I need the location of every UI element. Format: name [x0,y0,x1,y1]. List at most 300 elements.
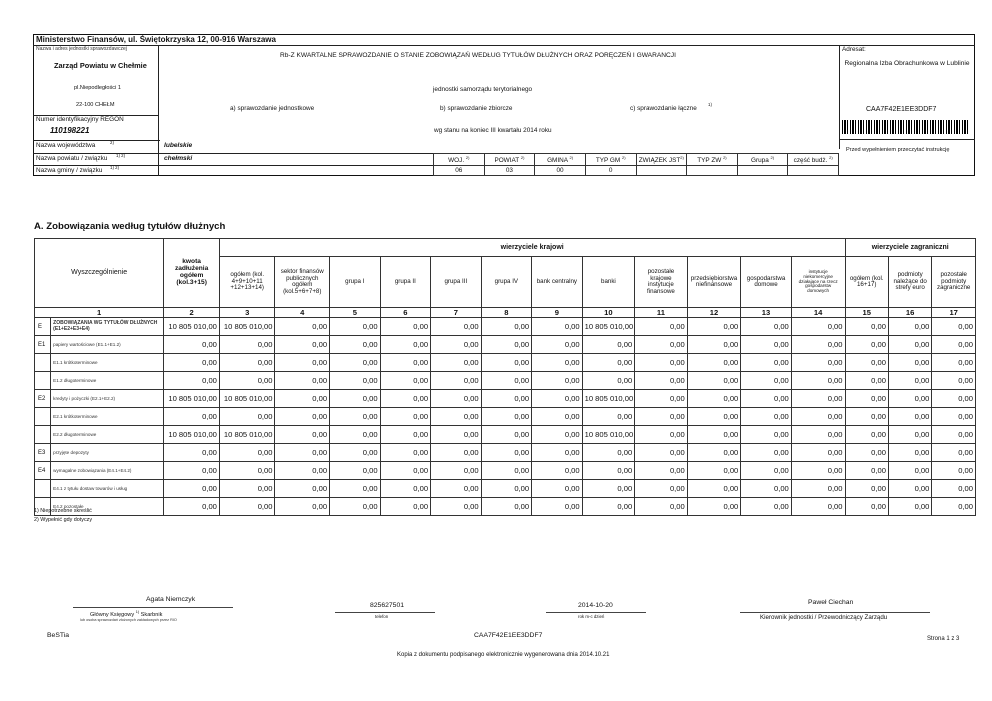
code-label-typzw: TYP ZW [697,157,722,165]
table-cell: 0,00 [845,480,888,498]
woj-sup: 2) [110,140,114,145]
table-cell: 0,00 [932,462,976,480]
table-cell: 0,00 [791,426,845,444]
row-code: E2 [35,390,51,408]
row-label: E4.2 pozostałe [51,498,164,516]
col-number: 3 [219,308,275,318]
table-row [35,372,976,390]
table-cell: 0,00 [481,498,532,516]
code-value-czesc [788,166,839,176]
table-cell: 0,00 [481,372,532,390]
table-cell: 0,00 [330,444,381,462]
table-cell: 0,00 [330,426,381,444]
table-cell: 0,00 [380,336,431,354]
table-cell: 0,00 [845,462,888,480]
col-header-2: kwota zadłużenia ogółem (kol.3+15) [164,239,220,308]
col-number: 10 [582,308,635,318]
table-cell: 0,00 [275,336,330,354]
table-cell: 0,00 [741,462,792,480]
table-row [35,480,976,498]
col-header-16: podmioty należące do strefy euro [888,257,931,308]
code-value-gmina: 00 [535,166,586,176]
row-code [35,426,51,444]
code-label-typgm: TYP GM [595,157,621,165]
row-label: ZOBOWIĄZANIA WG TYTUŁÓW DŁUŻNYCH (E1+E2+E3+E4) [51,318,164,336]
table-cell: 0,00 [431,354,482,372]
table-cell: 0,00 [687,444,741,462]
table-cell: 0,00 [330,462,381,480]
code-value-powiat: 03 [484,166,535,176]
table-cell: 0,00 [481,336,532,354]
table-row [35,498,976,516]
table-cell: 0,00 [635,390,688,408]
table-cell: 0,00 [582,354,635,372]
table-cell: 0,00 [330,498,381,516]
row-label: E1.1 krótkoterminowe [51,354,164,372]
table-cell: 0,00 [791,498,845,516]
woj-label: Nazwa województwa [36,142,96,149]
powiat-sup: 1) 2) [116,153,126,158]
col-number: 11 [635,308,688,318]
col-header-8: grupa IV [481,257,532,308]
table-cell: 0,00 [275,318,330,336]
table-cell: 0,00 [275,462,330,480]
col-header-10: banki [582,257,635,308]
option-c: c) sprawozdanie łączne [630,105,697,112]
col-number: 4 [275,308,330,318]
code-value-grupa [737,166,788,176]
col-number: 2 [164,308,220,318]
table-cell: 0,00 [275,444,330,462]
table-cell: 0,00 [635,498,688,516]
table-cell: 0,00 [635,318,688,336]
col-header-14: instytucje niekomercyjne działające na rzecz gospodarstw domowych [791,257,845,308]
table-cell: 0,00 [219,480,275,498]
table-cell: 0,00 [888,390,931,408]
table-cell: 0,00 [932,480,976,498]
table-cell: 0,00 [380,318,431,336]
table-cell: 0,00 [582,462,635,480]
table-cell: 0,00 [431,408,482,426]
row-code [35,372,51,390]
table-cell: 0,00 [481,408,532,426]
col-number: 16 [888,308,931,318]
col-number: 1 [35,308,164,318]
col-header-9: bank centralny [532,257,583,308]
section-title: A. Zobowiązania według tytułów dłużnych [34,221,226,232]
table-cell: 0,00 [164,498,220,516]
table-cell: 0,00 [687,426,741,444]
table-cell: 10 805 010,00 [164,318,220,336]
table-cell: 0,00 [275,372,330,390]
col-number: 7 [431,308,482,318]
table-cell: 0,00 [219,444,275,462]
table-cell: 0,00 [219,408,275,426]
col-number: 5 [330,308,381,318]
table-cell: 0,00 [380,444,431,462]
table-cell: 0,00 [532,480,583,498]
table-cell: 0,00 [932,372,976,390]
col-header-17: pozostałe podmioty zagraniczne [932,257,976,308]
accountant-role: Główny Księgowy $^{1)}$ Skarbnik [90,610,163,618]
table-cell: 0,00 [275,390,330,408]
table-cell: 0,00 [635,480,688,498]
footnote-1: 1) Niepotrzebne skreślić [34,508,92,514]
table-row [35,318,976,336]
table-cell: 0,00 [582,408,635,426]
table-cell: 0,00 [791,444,845,462]
table-cell: 0,00 [380,462,431,480]
powiat-label: Nazwa powiatu / związku [36,155,108,162]
table-cell: 0,00 [164,480,220,498]
table-cell: 10 805 010,00 [219,390,275,408]
row-label: E2.2 długoterminowe [51,426,164,444]
table-cell: 0,00 [275,480,330,498]
table-cell: 0,00 [431,336,482,354]
table-cell: 10 805 010,00 [164,390,220,408]
table-cell: 0,00 [791,354,845,372]
date-label: rok m-c dzień [578,614,605,619]
col-header-4: sektor finansów publicznych ogółem (kol.5+6+7+8) [275,257,330,308]
table-cell: 0,00 [741,336,792,354]
row-label: E4.1 z tytułu dostaw towarów i usług [51,480,164,498]
table-cell: 0,00 [932,498,976,516]
table-cell: 0,00 [687,390,741,408]
regon-label: Numer identyfikacyjny REGON [36,116,124,123]
table-cell: 0,00 [431,462,482,480]
table-row [35,462,976,480]
table-cell: 0,00 [687,462,741,480]
page-number: Strona 1 z 3 [927,636,960,642]
table-cell: 0,00 [845,426,888,444]
table-cell: 0,00 [635,426,688,444]
table-cell: 0,00 [741,372,792,390]
row-code [35,408,51,426]
table-cell: 0,00 [330,372,381,390]
table-row [35,426,976,444]
table-cell: 0,00 [888,408,931,426]
woj-value: lubelskie [164,142,193,149]
table-cell: 0,00 [741,498,792,516]
table-row [35,354,976,372]
table-cell: 0,00 [380,372,431,390]
table-cell: 0,00 [330,336,381,354]
table-cell: 0,00 [219,498,275,516]
table-cell: 0,00 [481,462,532,480]
table-cell: 0,00 [932,336,976,354]
table-cell: 0,00 [380,480,431,498]
table-row [35,390,976,408]
table-cell: 0,00 [845,444,888,462]
code-label-gmina: GMINA [547,157,568,165]
ministry-address: Ministerstwo Finansów, ul. Świętokrzyska 12, 00-916 Warszawa [36,35,276,44]
table-cell: 0,00 [932,444,976,462]
table-cell: 0,00 [888,354,931,372]
table-cell: 0,00 [275,426,330,444]
system-name: BeSTia [47,632,70,639]
table-cell: 0,00 [635,462,688,480]
code-label-zwiazek: ZWIĄZEK JST [638,157,681,165]
table-cell: 0,00 [635,336,688,354]
table-cell: 0,00 [582,444,635,462]
table-cell: 10 805 010,00 [164,426,220,444]
addressee-label: Adresat: [842,46,866,53]
code-value-woj: 06 [434,166,485,176]
report-date: 2014-10-20 [578,602,613,609]
table-cell: 0,00 [932,408,976,426]
table-cell: 0,00 [741,426,792,444]
col-header-12: przedsiębiorstwa niefinansowe [687,257,741,308]
table-cell: 0,00 [791,336,845,354]
table-cell: 0,00 [741,444,792,462]
table-cell: 0,00 [431,318,482,336]
table-cell: 0,00 [741,354,792,372]
col-number: 9 [532,308,583,318]
table-cell: 0,00 [741,480,792,498]
powiat-value: chełmski [164,155,193,162]
table-cell: 10 805 010,00 [219,426,275,444]
table-cell: 0,00 [791,408,845,426]
table-cell: 0,00 [532,372,583,390]
table-cell: 0,00 [380,390,431,408]
table-cell: 0,00 [164,444,220,462]
col-number: 14 [791,308,845,318]
instruction-note: Przed wypełnieniem przeczytać instrukcję [846,147,950,153]
code-value-typzw [687,166,738,176]
col-number: 6 [380,308,431,318]
option-a: a) sprawozdanie jednostkowe [230,105,315,112]
table-cell: 0,00 [888,444,931,462]
table-cell: 0,00 [431,390,482,408]
group-krajowi: wierzyciele krajowi [219,239,845,257]
report-subtitle: jednostki samorządu terytorialnego [433,86,533,93]
table-cell: 0,00 [687,336,741,354]
table-cell: 10 805 010,00 [582,390,635,408]
row-label: E2.1 krótkoterminowe [51,408,164,426]
table-cell: 0,00 [845,318,888,336]
table-cell: 0,00 [431,480,482,498]
col-header-3: ogółem (kol. 4+9+10+11 +12+13+14) [219,257,275,308]
table-cell: 0,00 [532,336,583,354]
col-number: 8 [481,308,532,318]
table-cell: 0,00 [741,390,792,408]
table-cell: 0,00 [582,336,635,354]
table-cell: 0,00 [635,408,688,426]
code-label-woj: WOJ. [448,157,465,165]
table-cell: 0,00 [582,372,635,390]
head-role: Kierownik jednostki / Przewodniczący Zarządu [760,614,888,621]
table-cell: 0,00 [582,480,635,498]
table-cell: 0,00 [330,408,381,426]
gmina-sup: 1) 2) [110,165,120,170]
code-label-grupa: Grupa [751,157,769,165]
table-cell: 0,00 [380,408,431,426]
table-cell: 0,00 [741,318,792,336]
table-cell: 0,00 [687,498,741,516]
table-cell: 0,00 [275,354,330,372]
table-cell: 0,00 [932,426,976,444]
reporter-name: Zarząd Powiatu w Chełmie [54,61,147,70]
accountant-note: lub osoba sprawozdań złożonych zakładowych przez RIO [80,618,177,622]
table-cell: 0,00 [791,372,845,390]
table-cell: 0,00 [845,354,888,372]
table-cell: 0,00 [888,336,931,354]
table-cell: 0,00 [330,354,381,372]
table-cell: 0,00 [791,318,845,336]
table-cell: 0,00 [687,354,741,372]
table-cell: 0,00 [635,444,688,462]
table-cell: 0,00 [164,462,220,480]
table-cell: 0,00 [481,444,532,462]
phone: 825627501 [370,602,405,609]
table-cell: 0,00 [741,408,792,426]
row-label: E1.2 długoterminowe [51,372,164,390]
table-cell: 0,00 [532,408,583,426]
table-cell: 0,00 [164,336,220,354]
head-name: Paweł Ciechan [808,599,854,606]
debt-table [34,238,976,516]
table-cell: 0,00 [431,498,482,516]
table-cell: 0,00 [687,480,741,498]
report-title: Rb-Z KWARTALNE SPRAWOZDANIE O STANIE ZOBOWIĄZAŃ WEDŁUG TYTUŁÓW DŁUŻNYCH ORAZ PORĘCZEŃ I GWARANCJI [280,52,676,59]
table-cell: 0,00 [791,390,845,408]
table-cell: 0,00 [380,426,431,444]
table-cell: 0,00 [932,390,976,408]
row-code: E1 [35,336,51,354]
table-cell: 0,00 [635,354,688,372]
reporter-street: pl.Niepodległości 1 [74,85,121,91]
table-cell: 0,00 [431,444,482,462]
col-number: 12 [687,308,741,318]
table-cell: 0,00 [481,480,532,498]
barcode-image [842,120,968,134]
reporter-city: 22-100 CHEŁM [76,102,115,108]
table-cell: 0,00 [330,480,381,498]
regon-value: 110198221 [50,126,90,135]
col-number: 17 [932,308,976,318]
col-number: 15 [845,308,888,318]
row-code: E [35,318,51,336]
gmina-label: Nazwa gminy / związku [36,167,103,174]
table-cell: 0,00 [532,354,583,372]
table-cell: 0,00 [532,318,583,336]
row-label: papiery wartościowe (E1.1+E1.2) [51,336,164,354]
table-cell: 0,00 [845,498,888,516]
footnote-2: 2) Wypełnić gdy dotyczy [34,517,93,523]
table-cell: 0,00 [431,426,482,444]
table-cell: 0,00 [687,372,741,390]
phone-label: telefon [375,614,389,619]
table-cell: 0,00 [431,372,482,390]
table-cell: 0,00 [532,390,583,408]
col-header-11: pozostałe krajowe instytucje finansowe [635,257,688,308]
code-label-powiat: POWIAT [494,157,520,165]
col-header-15: ogółem (kol. 16+17) [845,257,888,308]
code-value-zwiazek [636,166,687,176]
table-cell: 0,00 [687,408,741,426]
col-header-7: grupa III [431,257,482,308]
col-header-5: grupa I [330,257,381,308]
table-cell: 0,00 [582,498,635,516]
reporter-label: Nazwa i adres jednostki sprawozdawczej [36,46,127,52]
code-label-czesc: część budż. [793,157,828,165]
table-cell: 0,00 [888,318,931,336]
copy-note: Kopia z dokumentu podpisanego elektronicznie wygenerowana dnia 2014.10.21 [397,652,610,658]
table-cell: 0,00 [687,318,741,336]
table-cell: 0,00 [845,372,888,390]
table-cell: 0,00 [532,462,583,480]
row-label: kredyty i pożyczki (E2.1+E2.2) [51,390,164,408]
table-cell: 0,00 [219,336,275,354]
table-cell: 0,00 [481,426,532,444]
accountant-name: Agata Niemczyk [146,596,196,603]
table-cell: 0,00 [888,372,931,390]
table-cell: 0,00 [380,354,431,372]
col-header-1: Wyszczególnienie [35,239,164,308]
addressee-name: Regionalna Izba Obrachunkowa w Lublinie [844,60,970,67]
table-cell: 0,00 [164,372,220,390]
table-cell: 0,00 [888,462,931,480]
table-cell: 0,00 [888,480,931,498]
row-code [35,354,51,372]
table-cell: 0,00 [932,318,976,336]
table-cell: 0,00 [845,336,888,354]
table-cell: 0,00 [219,462,275,480]
table-row [35,444,976,462]
table-cell: 0,00 [275,408,330,426]
row-code: E4 [35,462,51,480]
table-cell: 0,00 [330,390,381,408]
table-cell: 0,00 [791,480,845,498]
table-cell: 0,00 [932,354,976,372]
table-cell: 10 805 010,00 [582,426,635,444]
table-cell: 0,00 [330,318,381,336]
report-period: wg stanu na koniec III kwartału 2014 roku [434,127,552,134]
table-cell: 0,00 [481,354,532,372]
table-cell: 0,00 [845,390,888,408]
table-row [35,336,976,354]
table-cell: 10 805 010,00 [219,318,275,336]
group-zagraniczni: wierzyciele zagraniczni [845,239,976,257]
row-code: E3 [35,444,51,462]
codes-grid: WOJ. $^{2)}$ POWIAT $^{2)}$ GMINA $^{2)}$ TYP GM $^{2)}$ ZWIĄZEK JST$^{2)}$ TYP ZW $^{2)}$ Grupa $^{2)}$ część budż. $^{2)}$ 06 03 00 0 [433,153,839,176]
table-cell: 0,00 [845,408,888,426]
row-label: przyjęte depozyty [51,444,164,462]
table-cell: 0,00 [219,354,275,372]
row-label: wymagalne zobowiązania (E4.1+E4.2) [51,462,164,480]
table-cell: 0,00 [888,426,931,444]
table-cell: 0,00 [481,318,532,336]
table-cell: 0,00 [164,408,220,426]
col-header-13: gospodarstwa domowe [741,257,792,308]
row-code [35,480,51,498]
table-cell: 0,00 [635,372,688,390]
table-cell: 0,00 [275,498,330,516]
table-row [35,408,976,426]
table-cell: 0,00 [532,498,583,516]
table-cell: 10 805 010,00 [582,318,635,336]
table-cell: 0,00 [532,444,583,462]
table-cell: 0,00 [532,426,583,444]
code-value-typgm: 0 [585,166,636,176]
footer-code: CAA7F42E1EE3DDF7 [474,632,543,639]
document-code: CAA7F42E1EE3DDF7 [866,106,937,113]
option-c-sup: 1) [708,102,712,107]
table-cell: 0,00 [380,498,431,516]
table-cell: 0,00 [888,498,931,516]
table-cell: 0,00 [791,462,845,480]
col-header-6: grupa II [380,257,431,308]
